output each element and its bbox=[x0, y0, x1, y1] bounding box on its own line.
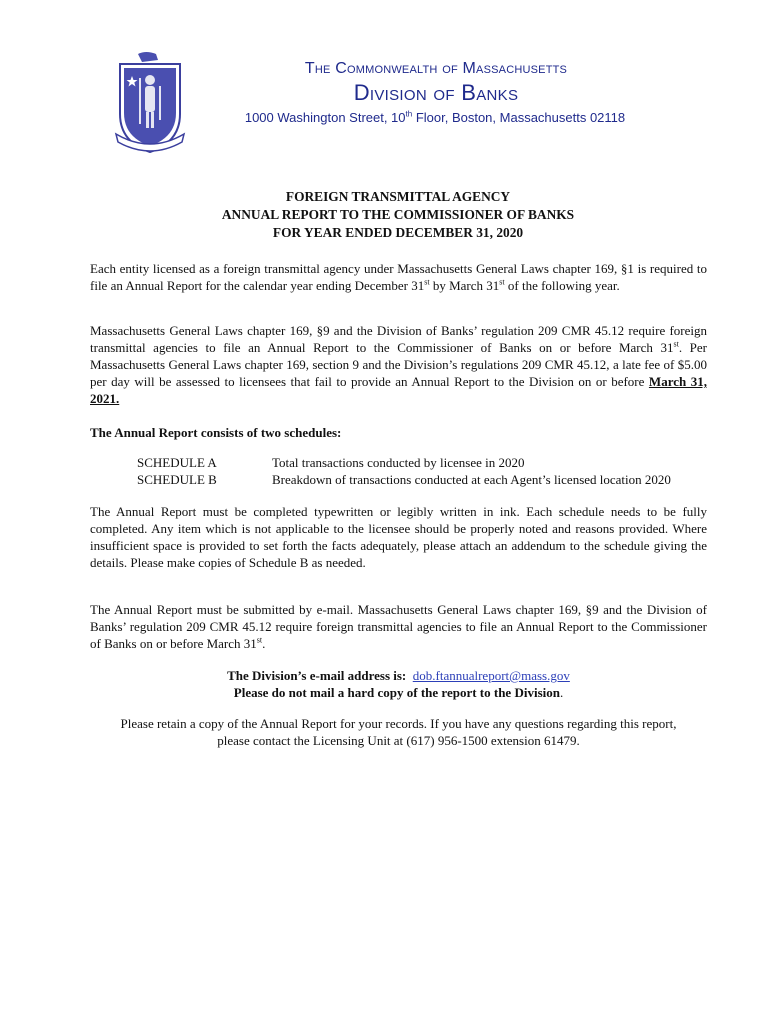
email-link[interactable]: dob.ftannualreport@mass.gov bbox=[412, 668, 570, 683]
schedule-name: SCHEDULE B bbox=[137, 472, 217, 487]
massachusetts-seal-icon bbox=[112, 50, 188, 154]
list-item bbox=[137, 471, 717, 488]
commonwealth-heading: The Commonwealth of Massachusetts bbox=[304, 60, 568, 77]
division-heading: Division of Banks bbox=[353, 80, 519, 105]
report-title bbox=[90, 188, 706, 242]
schedule-description: Breakdown of transactions conducted at each Agent’s licensed location 2020 bbox=[272, 472, 671, 487]
paragraph-filing-requirement: Each entity licensed as a foreign transmittal agency under Massachusetts General Laws chapter 169, §1 is required to file an Annual Report for the calendar year ending December 31st by March 31st of the following year. bbox=[90, 261, 707, 293]
deadline-date: March 31, 2021. bbox=[90, 374, 707, 406]
paragraph-completion-instructions: The Annual Report must be completed typewritten or legibly written in ink. Each schedule needs to be fully completed. Any item which is not applicable to the licensee should be properly noted and reasons provided. Where insufficient space is provided to set forth the facts adequately, please attach an addendum to the schedule giving the details. Please make copies of Schedule B as needed. bbox=[90, 504, 707, 570]
email-block: The Division’s e-mail address is: dob.ftannualreport@mass.gov Please do not mail a hard copy of the report to the Division. bbox=[227, 668, 570, 700]
title-line-2: ANNUAL REPORT TO THE COMMISSIONER OF BANKS bbox=[221, 207, 575, 222]
title-line-1: FOREIGN TRANSMITTAL AGENCY bbox=[285, 189, 511, 204]
schedules-heading: The Annual Report consists of two schedules: bbox=[90, 425, 342, 440]
paragraph-submission: The Annual Report must be submitted by e-mail. Massachusetts General Laws chapter 169, §9 and the Division of Banks’ regulation 209 CMR 45.12 require foreign transmittal agencies to file an Annual Report to the Commissioner of Banks on or before March 31st. bbox=[90, 602, 707, 651]
schedule-description: Total transactions conducted by licensee in 2020 bbox=[272, 455, 525, 470]
email-label: The Division’s e-mail address is: bbox=[227, 668, 407, 683]
title-line-3: FOR YEAR ENDED DECEMBER 31, 2020 bbox=[272, 225, 524, 240]
paragraph-contact: Please retain a copy of the Annual Report for your records. If you have any questions regarding this report, please contact the Licensing Unit at (617) 956-1500 extension 61479. bbox=[120, 716, 677, 748]
list-item bbox=[137, 454, 717, 471]
division-address: 1000 Washington Street, 10th Floor, Boston, Massachusetts 02118 bbox=[244, 109, 626, 125]
no-mail-note: Please do not mail a hard copy of the report to the Division bbox=[233, 685, 560, 700]
letterhead bbox=[0, 0, 770, 165]
schedule-name: SCHEDULE A bbox=[137, 455, 217, 470]
schedules-list bbox=[137, 454, 717, 488]
paragraph-late-fee: Massachusetts General Laws chapter 169, §9 and the Division of Banks’ regulation 209 CMR 45.12 require foreign transmittal agencies to file an Annual Report to the Commissioner of Banks on or before March 31st. Per Massachusetts General Laws chapter 169, section 9 and the Division’s regulations 209 CMR 45.12, a late fee of $5.00 per day will be assessed to licensees that fail to provide an Annual Report to the Division on or before March 31, 2021. bbox=[90, 323, 707, 406]
